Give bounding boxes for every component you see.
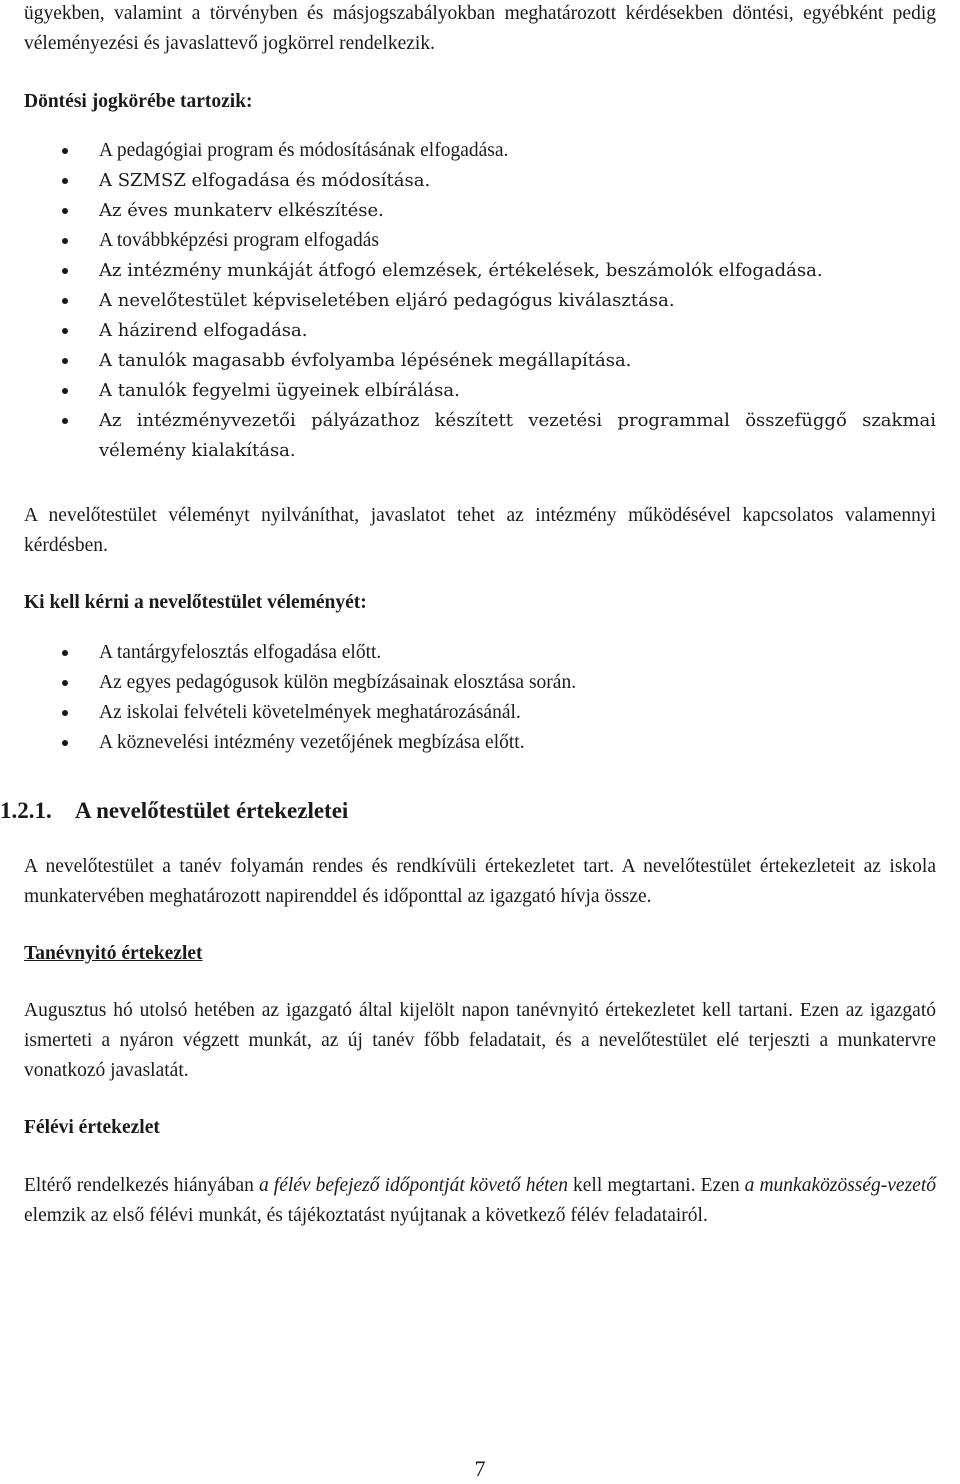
opening-meeting-paragraph: Augusztus hó utolsó hetében az igazgató által kijelölt napon tanévnyitó értekezletet kell tartani. Ezen az igazgató ismerteti a nyáron végzett munkát, az új tanév főbb feladatait, és a nevelőtestület elé terjeszti a munkatervre vonatkozó javaslatát.: [24, 1000, 936, 1081]
list-item: A pedagógiai program és módosításának elfogadása.: [24, 136, 936, 166]
list-item: A házirend elfogadása.: [24, 316, 936, 346]
bullet-icon: [62, 710, 68, 716]
intro-paragraph: ügyekben, valamint a törvényben és másjogszabályokban meghatározott kérdésekben döntési, egyébként pedig véleményezési és javaslattevő jogkörrel rendelkezik.: [24, 3, 936, 54]
bullet-icon: [62, 388, 68, 394]
midterm-meeting-heading: Félévi értekezlet: [24, 1117, 160, 1138]
list-item: A köznevelési intézmény vezetőjének megbízása előtt.: [24, 728, 936, 758]
midterm-meeting-paragraph: Eltérő rendelkezés hiányában a félév befejező időpontját követő héten kell megtartani. Ezen a munkaközösség-vezető elemzik az első félévi munkát, és tájékoztatást nyújtanak a következő félév feladatairól.: [24, 1175, 936, 1226]
meetings-paragraph: A nevelőtestület a tanév folyamán rendes és rendkívüli értekezletet tart. A nevelőtestület értekezleteit az iskola munkatervében meghatározott napirenddel és időponttal az igazgató hívja össze.: [24, 856, 936, 907]
bullet-icon: [62, 680, 68, 686]
bullet-icon: [62, 238, 68, 244]
list-item: A SZMSZ elfogadása és módosítása.: [24, 166, 936, 196]
list-item: Az éves munkaterv elkészítése.: [24, 196, 936, 226]
bullet-icon: [62, 268, 68, 274]
bullet-icon: [62, 298, 68, 304]
list-item: Az egyes pedagógusok külön megbízásainak elosztása során.: [24, 668, 936, 698]
list-item: A nevelőtestület képviseletében eljáró pedagógus kiválasztása.: [24, 286, 936, 316]
opinion-heading: Ki kell kérni a nevelőtestület véleményét:: [24, 592, 367, 613]
list-item: A tantárgyfelosztás elfogadása előtt.: [24, 638, 936, 668]
decision-list: [24, 136, 936, 466]
section-heading: A nevelőtestület értekezletei: [75, 798, 349, 823]
list-item: Az iskolai felvételi követelmények meghatározásánál.: [24, 698, 936, 728]
list-item: A tanulók fegyelmi ügyeinek elbírálása.: [24, 376, 936, 406]
bullet-icon: [62, 418, 68, 424]
bullet-icon: [62, 178, 68, 184]
list-item: Az intézményvezetői pályázathoz készített vezetési programmal összefüggő szakmai vélemény kialakítása.: [24, 406, 936, 466]
bullet-icon: [62, 740, 68, 746]
page-number: 7: [474, 1456, 486, 1481]
bullet-icon: [62, 208, 68, 214]
opinion-list: [24, 638, 936, 758]
emphasis-text: a félév befejező időpontját követő héten: [258, 1175, 568, 1196]
opinion-paragraph: A nevelőtestület véleményt nyilváníthat, javaslatot tehet az intézmény működésével kapcsolatos valamennyi kérdésben.: [24, 505, 936, 556]
list-item: A tanulók magasabb évfolyamba lépésének megállapítása.: [24, 346, 936, 376]
bullet-icon: [62, 148, 68, 154]
section-number: 1.2.1.: [0, 798, 52, 823]
decision-heading: Döntési jogkörébe tartozik:: [24, 91, 253, 112]
list-item: Az intézmény munkáját átfogó elemzések, értékelések, beszámolók elfogadása.: [24, 256, 936, 286]
emphasis-text: a munkaközösség-vezető: [744, 1175, 936, 1196]
opening-meeting-heading: Tanévnyitó értekezlet: [24, 943, 203, 964]
bullet-icon: [62, 358, 68, 364]
section-title: [0, 796, 936, 826]
list-item: A továbbképzési program elfogadás: [24, 226, 936, 256]
bullet-icon: [62, 328, 68, 334]
bullet-icon: [62, 650, 68, 656]
